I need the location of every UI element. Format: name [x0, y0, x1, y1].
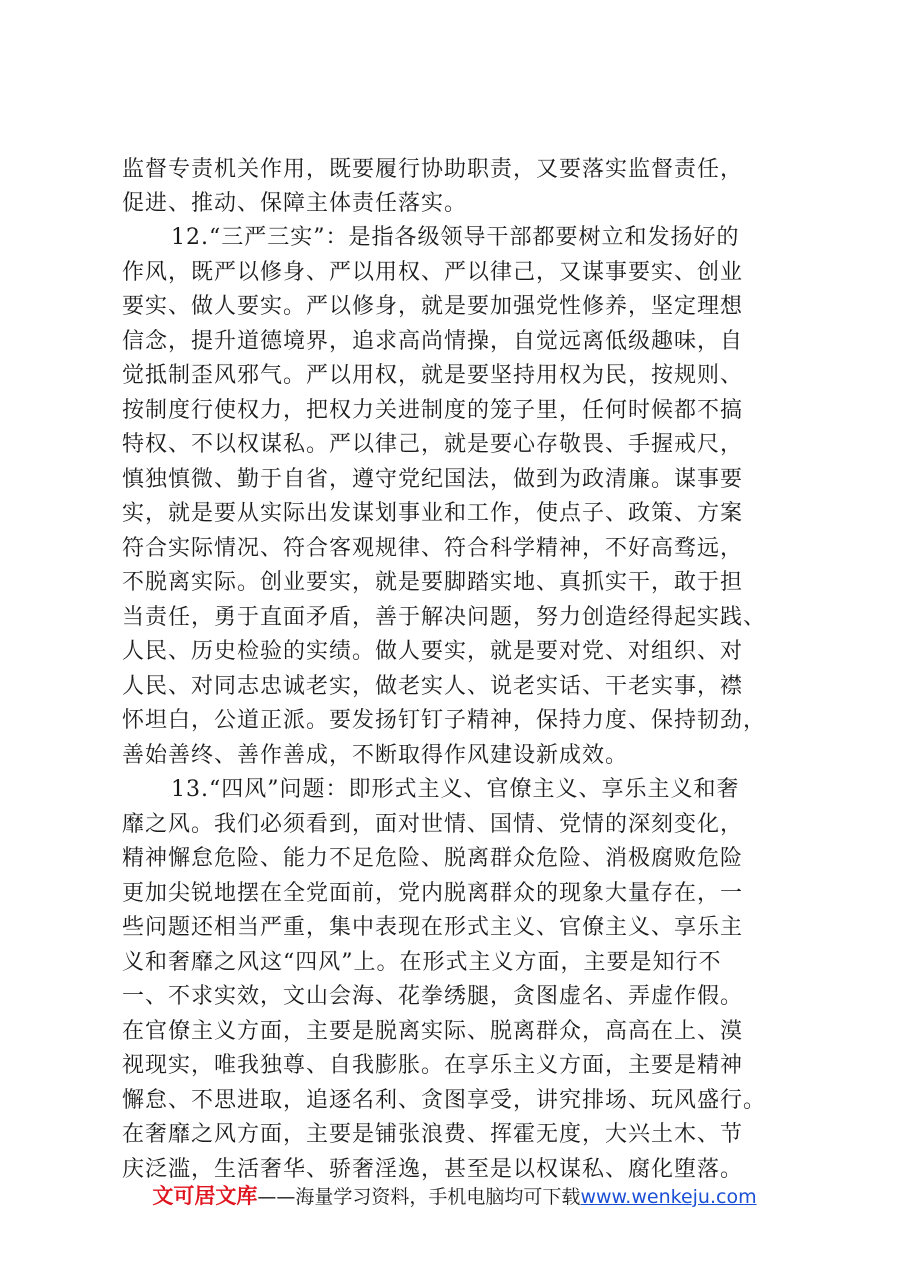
paragraph-line: 信念，提升道德境界，追求高尚情操，自觉远离低级趣味，自: [122, 329, 744, 354]
paragraph-line: 怀坦白，公道正派。要发扬钉钉子精神，保持力度、保持韧劲，: [122, 708, 767, 733]
paragraph-line: 实，就是要从实际出发谋划事业和工作，使点子、政策、方案: [122, 501, 744, 526]
paragraph-line: 一、不求实效，文山会海、花拳绣腿，贪图虚名、弄虚作假。: [122, 984, 744, 1009]
footer-dash: ——: [257, 1186, 296, 1208]
footer-url-link[interactable]: www.wenkeju.com: [580, 1186, 757, 1208]
paragraph-line: 视现实，唯我独尊、自我膨胀。在享乐主义方面，主要是精神: [122, 1053, 744, 1078]
paragraph-line: 在奢靡之风方面，主要是铺张浪费、挥霍无度，大兴土木、节: [122, 1122, 744, 1147]
paragraph-line: 要实、做人要实。严以修身，就是要加强党性修养，坚定理想: [122, 294, 744, 319]
footer-banner: [0, 1180, 909, 1212]
paragraph-line: 特权、不以权谋私。严以律己，就是要心存敬畏、手握戒尺，: [122, 432, 744, 457]
footer-slogan: 海量学习资料，手机电脑均可下载: [295, 1186, 581, 1208]
paragraph-line: 庆泛滥，生活奢华、骄奢淫逸，甚至是以权谋私、腐化堕落。: [122, 1157, 744, 1182]
paragraph-line: 慎独慎微、勤于自省，遵守党纪国法，做到为政清廉。谋事要: [122, 467, 744, 492]
paragraph-line: 当责任，勇于直面矛盾，善于解决问题，努力创造经得起实践、: [122, 605, 767, 630]
paragraph-line: 精神懈怠危险、能力不足危险、脱离群众危险、消极腐败危险: [122, 846, 744, 871]
paragraph-line: 不脱离实际。创业要实，就是要脚踏实地、真抓实干，敢于担: [122, 570, 744, 595]
paragraph-line: 觉抵制歪风邪气。严以用权，就是要坚持用权为民，按规则、: [122, 363, 744, 388]
paragraph-line: 按制度行使权力，把权力关进制度的笼子里，任何时候都不搞: [122, 398, 744, 423]
paragraph-line: 监督专责机关作用，既要履行协助职责，又要落实监督责任，: [122, 157, 744, 182]
paragraph-line: 些问题还相当严重，集中表现在形式主义、官僚主义、享乐主: [122, 915, 744, 940]
paragraph-line: 懈怠、不思进取，追逐名利、贪图享受，讲究排场、玩风盛行。: [122, 1088, 767, 1113]
paragraph-line: 人民、对同志忠诚老实，做老实人、说老实话、干老实事，襟: [122, 674, 744, 699]
paragraph-line: 善始善终、善作善成，不断取得作风建设新成效。: [122, 743, 629, 768]
paragraph-line: 作风，既严以修身、严以用权、严以律己，又谋事要实、创业: [122, 260, 744, 285]
paragraph-line: 促进、推动、保障主体责任落实。: [122, 191, 468, 216]
paragraph-line: 人民、历史检验的实绩。做人要实，就是要对党、对组织、对: [122, 639, 744, 664]
paragraph-line: 符合实际情况、符合客观规律、符合科学精神，不好高骛远，: [122, 536, 744, 561]
paragraph-line: 12.“三严三实”：是指各级领导干部都要树立和发扬好的: [171, 225, 740, 250]
paragraph-line: 义和奢靡之风这“四风”上。在形式主义方面，主要是知行不: [122, 950, 722, 975]
paragraph-line: 在官僚主义方面，主要是脱离实际、脱离群众，高高在上、漠: [122, 1019, 744, 1044]
paragraph-line: 靡之风。我们必须看到，面对世情、国情、党情的深刻变化，: [122, 812, 744, 837]
paragraph-line: 更加尖锐地摆在全党面前，党内脱离群众的现象大量存在，一: [122, 881, 744, 906]
paragraph-line: 13.“四风”问题：即形式主义、官僚主义、享乐主义和奢: [171, 777, 740, 802]
footer-brand: 文可居文库: [152, 1184, 258, 1208]
